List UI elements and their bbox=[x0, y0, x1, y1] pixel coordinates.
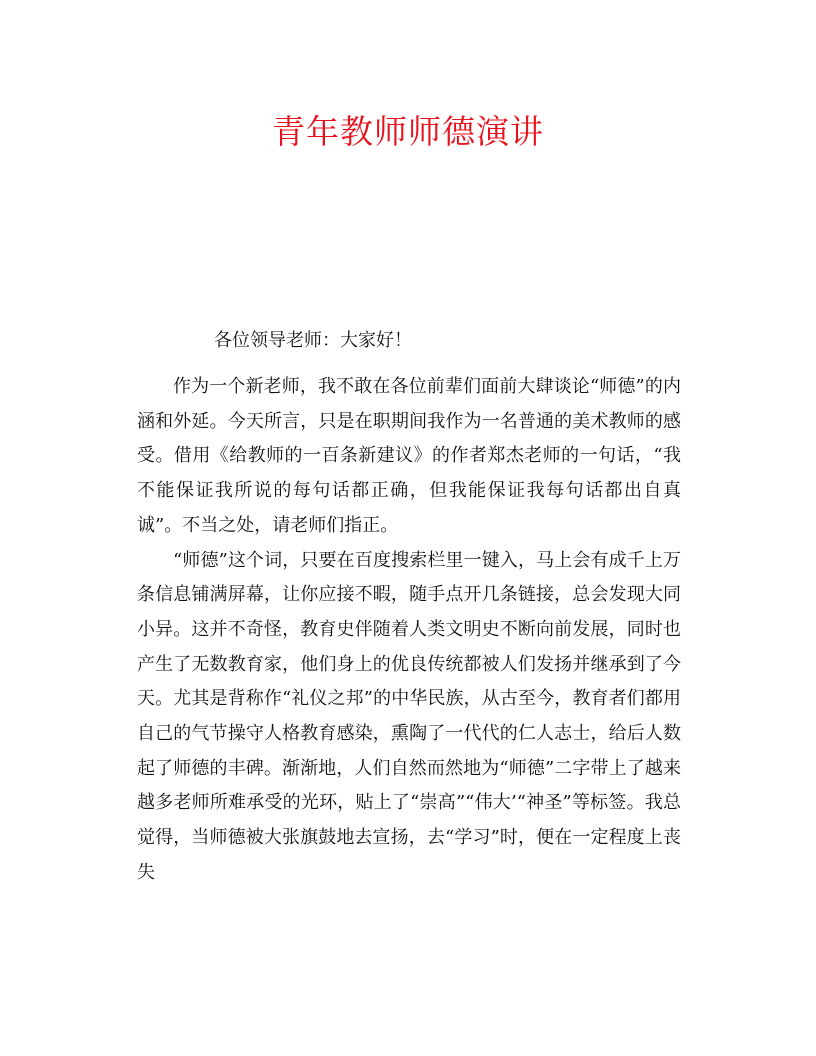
document-title: 青年教师师德演讲 bbox=[272, 112, 544, 151]
paragraph-intro: 作为一个新老师，我不敢在各位前辈们面前大肆谈论“师德”的内涵和外延。今天所言，只是在职期间我作为一名普通的美术教师的感受。借用《给教师的一百条新建议》的作者郑杰老师的一句话，“我不能保证我所说的每句话都正确，但我能保证我每句话都出自真诚”。不当之处，请老师们指正。 bbox=[137, 376, 681, 536]
greeting-line: 各位领导老师：大家好！ bbox=[214, 330, 412, 351]
paragraph-teacher-ethics: “师德”这个词，只要在百度搜索栏里一键入，马上会有成千上万条信息铺满屏幕，让你应接不暇，随手点开几条链接，总会发现大同小异。这并不奇怪，教育史伴随着人类文明史不断向前发展，同时也产生了无数教育家，他们身上的优良传统都被人们发扬并继承到了今天。尤其是背称作“礼仪之邦”的中华民族，从古至今，教育者们都用自己的气节操守人格教育感染，熏陶了一代代的仁人志士，给后人数起了师德的丰碑。渐渐地，人们自然而然地为“师德”二字带上了越来越多老师所难承受的光环，贴上了“崇高”“伟大’“神圣”等标签。我总觉得，当师德被大张旗鼓地去宣扬，去“学习”时，便在一定程度上丧失 bbox=[137, 549, 681, 883]
document-body bbox=[137, 370, 681, 891]
